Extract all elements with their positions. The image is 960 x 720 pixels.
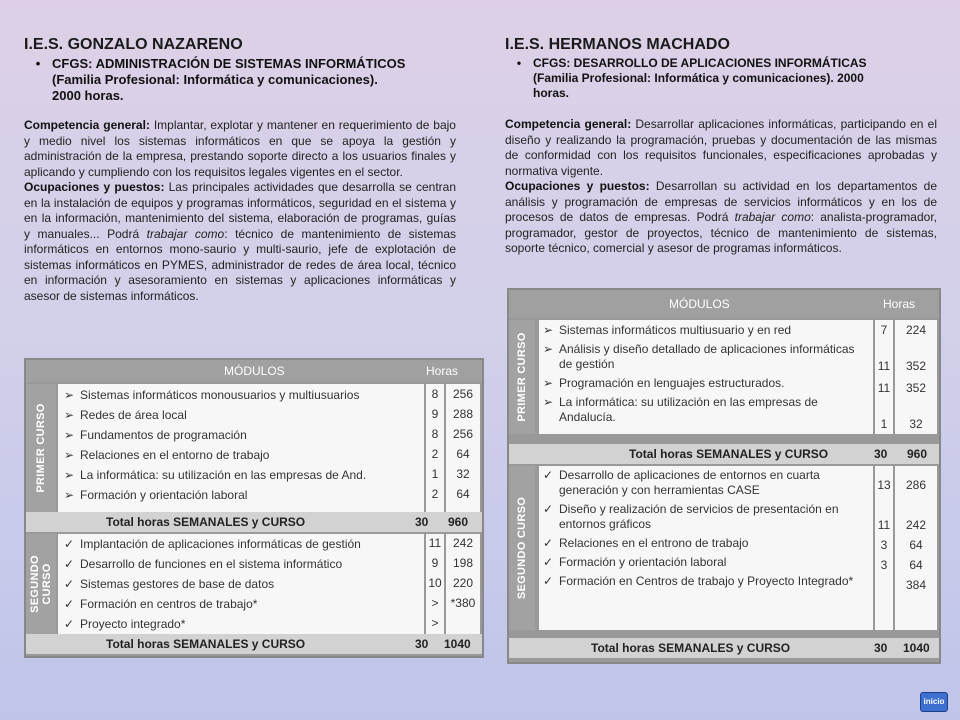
module-name: Desarrollo de funciones en el sistema informático — [80, 557, 343, 571]
total-row-second — [509, 638, 939, 658]
module-item — [64, 616, 424, 632]
weekly-hours-value: > — [431, 616, 439, 630]
check-icon: ✓ — [543, 468, 554, 482]
check-icon: ✓ — [64, 617, 75, 631]
module-name: Relaciones en el entorno de trabajo — [80, 448, 270, 462]
course-hours-value: 288 — [452, 407, 474, 421]
course-hours-value: 242 — [452, 536, 474, 550]
right-cycle-line-2: (Familia Profesional: Informática y comunicaciones). 2000 — [533, 71, 864, 85]
module-item — [543, 342, 867, 372]
weekly-hours-value: 7 — [880, 323, 888, 337]
left-cycle-line-3: 2000 horas. — [52, 88, 124, 103]
course-hours-value: 384 — [905, 578, 927, 592]
course-hours-value: 352 — [905, 359, 927, 373]
course-hours-value: 32 — [909, 417, 923, 431]
total-row-first — [26, 512, 482, 532]
course-hours-value: 286 — [905, 478, 927, 492]
right-description — [505, 117, 937, 257]
right-occ-label: Ocupaciones y puestos: — [505, 179, 650, 193]
left-cycle-line-1: CFGS: ADMINISTRACIÓN DE SISTEMAS INFORMÁTICOS — [52, 56, 406, 71]
course-hours-value: 64 — [456, 447, 470, 461]
module-item — [543, 468, 867, 498]
module-item — [64, 536, 424, 552]
check-icon: ✓ — [543, 502, 554, 516]
header-hours: Horas — [883, 297, 916, 311]
module-item — [64, 407, 424, 423]
weekly-hours-value: 3 — [880, 558, 888, 572]
weekly-hours-value: 8 — [431, 427, 439, 441]
module-item — [543, 555, 867, 570]
right-occ-text-b: : analista-programador, programador, gestor de proyectos, técnico de mantenimiento de sistemas, soporte técnico, comercial y asesor de programas informáticos. — [505, 210, 937, 255]
arrow-bullet-icon: ➢ — [64, 428, 75, 442]
left-occ-italic: trabajar como — [146, 226, 225, 241]
module-name: Proyecto integrado* — [80, 617, 186, 631]
check-icon: ✓ — [543, 555, 554, 569]
module-name: Desarrollo de aplicaciones de entornos en cuarta generación y con herramientas CASE — [559, 468, 820, 497]
module-item — [64, 576, 424, 592]
arrow-bullet-icon: ➢ — [64, 448, 75, 462]
total-label: Total horas SEMANALES y CURSO — [106, 637, 306, 651]
module-name: Formación y orientación laboral — [559, 555, 727, 569]
course-hours-value: 64 — [909, 538, 923, 552]
weekly-hours-value: 11 — [428, 536, 442, 550]
module-item — [543, 502, 867, 532]
table-header — [26, 360, 482, 382]
arrow-bullet-icon: ➢ — [543, 395, 554, 409]
bullet-icon: • — [516, 56, 522, 70]
module-name: Formación y orientación laboral — [80, 488, 248, 502]
total-label: Total horas SEMANALES y CURSO — [591, 641, 791, 655]
module-item — [64, 467, 424, 483]
total-label: Total horas SEMANALES y CURSO — [106, 515, 306, 529]
total-label: Total horas SEMANALES y CURSO — [629, 447, 829, 461]
left-description — [24, 118, 456, 304]
arrow-bullet-icon: ➢ — [64, 468, 75, 482]
header-modules: MÓDULOS — [224, 364, 285, 378]
left-occ-text-b: : técnico de mantenimiento de sistemas informáticos en entornos mono-saurio y multi-saurio, jefe de explotación de sistemas informáticos en PYMES, administrador de redes de área local, técnico en información y asesoramiento en sistemas y aplicaciones informáticas y asesor de sistemas informáticos. — [24, 226, 456, 303]
module-name: Programación en lenguajes estructurados. — [559, 376, 785, 390]
module-item — [543, 323, 867, 338]
module-name: Diseño y realización de servicios de presentación en entornos gráficos — [559, 502, 839, 531]
total-hours: 960 — [448, 515, 469, 529]
course-hours-value: 224 — [905, 323, 927, 337]
second-course-label: SEGUNDO CURSO — [26, 534, 56, 634]
module-item — [543, 395, 867, 425]
right-modules-table — [507, 288, 941, 664]
weekly-hours-value: 13 — [877, 478, 891, 492]
module-name: La informática: su utilización en las empresas de Andalucía. — [559, 395, 818, 424]
header-hours: Horas — [426, 364, 459, 378]
left-occ-text-a: Las principales actividades que desarrolla se centran en la instalación de equipos y programas informáticos, seguridad en el sistema y en la información, mantenimiento del sistema, elaboración de programas, guías y manuales... Podrá — [24, 180, 456, 241]
weekly-hours-value: 9 — [431, 556, 439, 570]
total-hours: 1040 — [444, 637, 471, 651]
home-button[interactable] — [920, 692, 948, 712]
check-icon: ✓ — [543, 536, 554, 550]
course-hours-value: 220 — [452, 576, 474, 590]
total-hours: 960 — [907, 447, 928, 461]
right-cycle-title — [505, 56, 937, 101]
first-weekly-hours — [875, 320, 893, 434]
left-school-title: I.E.S. GONZALO NAZARENO — [24, 36, 243, 53]
arrow-bullet-icon: ➢ — [543, 342, 554, 356]
first-course-label: PRIMER CURSO — [509, 320, 535, 434]
weekly-hours-value: 10 — [428, 576, 442, 590]
table-header — [509, 290, 939, 318]
total-row-second — [26, 634, 482, 654]
weekly-hours-value: 11 — [877, 381, 891, 395]
course-hours-value: 256 — [452, 387, 474, 401]
weekly-hours-value: > — [431, 596, 439, 610]
weekly-hours-value: 9 — [431, 407, 439, 421]
check-icon: ✓ — [64, 537, 75, 551]
module-name: Formación en Centros de trabajo y Proyecto Integrado* — [559, 574, 854, 588]
module-name: Sistemas informáticos monousuarios y multiusuarios — [80, 388, 360, 402]
check-icon: ✓ — [64, 597, 75, 611]
left-cycle-line-2: (Familia Profesional: Informática y comunicaciones). — [52, 72, 378, 87]
module-item — [543, 536, 867, 551]
left-cycle-title — [24, 56, 456, 104]
second-course-hours — [895, 466, 937, 630]
weekly-hours-value: 11 — [877, 359, 891, 373]
second-weekly-hours — [875, 466, 893, 630]
module-name: Implantación de aplicaciones informáticas de gestión — [80, 537, 361, 551]
second-course-label: SEGUNDO CURSO — [509, 466, 535, 630]
module-item — [64, 487, 424, 503]
first-course-hours — [895, 320, 937, 434]
course-hours-value: 242 — [905, 518, 927, 532]
right-comp-label: Competencia general: — [505, 117, 632, 131]
arrow-bullet-icon: ➢ — [543, 376, 554, 390]
left-comp-text: Implantar, explotar y mantener en requerimiento de bajo y medio nivel los sistemas informáticos en que se apoya la gestión y administración de la empresa, prestando soporte directo a los usuarios finales y aplicando y cumpliendo con los requisitos legales vigentes en el sector. — [24, 118, 456, 179]
module-item — [64, 447, 424, 463]
module-item — [64, 427, 424, 443]
right-occ-text-a: Desarrollan su actividad en los departamentos de análisis y programación de empresas de servicios informáticos y en los de procesos de datos de empresas. Podrá — [505, 179, 937, 224]
weekly-hours-value: 11 — [877, 518, 891, 532]
total-weekly: 30 — [415, 515, 429, 529]
home-button-label: inicio — [923, 697, 945, 706]
check-icon: ✓ — [64, 557, 75, 571]
module-name: Sistemas informáticos multiusuario y en red — [559, 323, 792, 337]
header-modules: MÓDULOS — [669, 297, 730, 311]
weekly-hours-value: 1 — [880, 417, 888, 431]
course-hours-value: 32 — [456, 467, 470, 481]
weekly-hours-value: 2 — [431, 487, 439, 501]
first-course-label: PRIMER CURSO — [26, 384, 56, 512]
module-name: Análisis y diseño detallado de aplicaciones informáticas de gestión — [559, 342, 855, 371]
first-course-list — [64, 387, 424, 507]
module-name: Relaciones en el entrono de trabajo — [559, 536, 749, 550]
module-name: Redes de área local — [80, 408, 187, 422]
second-weekly-hours — [426, 534, 444, 634]
second-course-hours — [446, 534, 480, 634]
right-cycle-line-3: horas. — [533, 86, 570, 100]
left-occ-label: Ocupaciones y puestos: — [24, 180, 165, 194]
arrow-bullet-icon: ➢ — [64, 408, 75, 422]
second-course-list — [543, 468, 867, 593]
total-weekly: 30 — [874, 641, 888, 655]
module-name: Formación en centros de trabajo* — [80, 597, 258, 611]
course-hours-value: 64 — [456, 487, 470, 501]
first-course-list — [543, 323, 867, 429]
module-item — [543, 376, 867, 391]
module-name: La informática: su utilización en las empresas de And. — [80, 468, 367, 482]
check-icon: ✓ — [543, 574, 554, 588]
left-school-section — [24, 36, 456, 304]
left-modules-table — [24, 358, 484, 658]
right-school-section — [505, 36, 937, 257]
second-course-list — [64, 536, 424, 636]
total-hours: 1040 — [903, 641, 930, 655]
total-weekly: 30 — [874, 447, 888, 461]
weekly-hours-value: 2 — [431, 447, 439, 461]
bullet-icon: • — [35, 56, 41, 71]
course-hours-value: 256 — [452, 427, 474, 441]
total-row-first — [509, 444, 939, 464]
right-comp-text: Desarrollar aplicaciones informáticas, participando en el diseño y realizando la programación, pruebas y documentación de las mismas de conformidad con los requisitos funcionales, especificaciones aprobadas y normativa vigente. — [505, 117, 937, 178]
module-item — [64, 556, 424, 572]
right-school-title: I.E.S. HERMANOS MACHADO — [505, 36, 730, 53]
arrow-bullet-icon: ➢ — [64, 388, 75, 402]
check-icon: ✓ — [64, 577, 75, 591]
total-weekly: 30 — [415, 637, 429, 651]
right-cycle-line-1: CFGS: DESARROLLO DE APLICACIONES INFORMÁTICAS — [533, 56, 867, 70]
module-name: Sistemas gestores de base de datos — [80, 577, 275, 591]
left-comp-label: Competencia general: — [24, 118, 150, 132]
module-item — [64, 596, 424, 612]
weekly-hours-value: 1 — [431, 467, 439, 481]
weekly-hours-value: 8 — [431, 387, 439, 401]
course-hours-value: 64 — [909, 558, 923, 572]
first-weekly-hours — [426, 384, 444, 512]
module-item — [64, 387, 424, 403]
course-hours-value: 198 — [452, 556, 474, 570]
arrow-bullet-icon: ➢ — [64, 488, 75, 502]
weekly-hours-value: 3 — [880, 538, 888, 552]
course-hours-value: 352 — [905, 381, 927, 395]
arrow-bullet-icon: ➢ — [543, 323, 554, 337]
module-item — [543, 574, 867, 589]
course-hours-value: *380 — [450, 596, 476, 610]
module-name: Fundamentos de programación — [80, 428, 247, 442]
right-occ-italic: trabajar como — [734, 210, 811, 224]
first-course-hours — [446, 384, 480, 512]
